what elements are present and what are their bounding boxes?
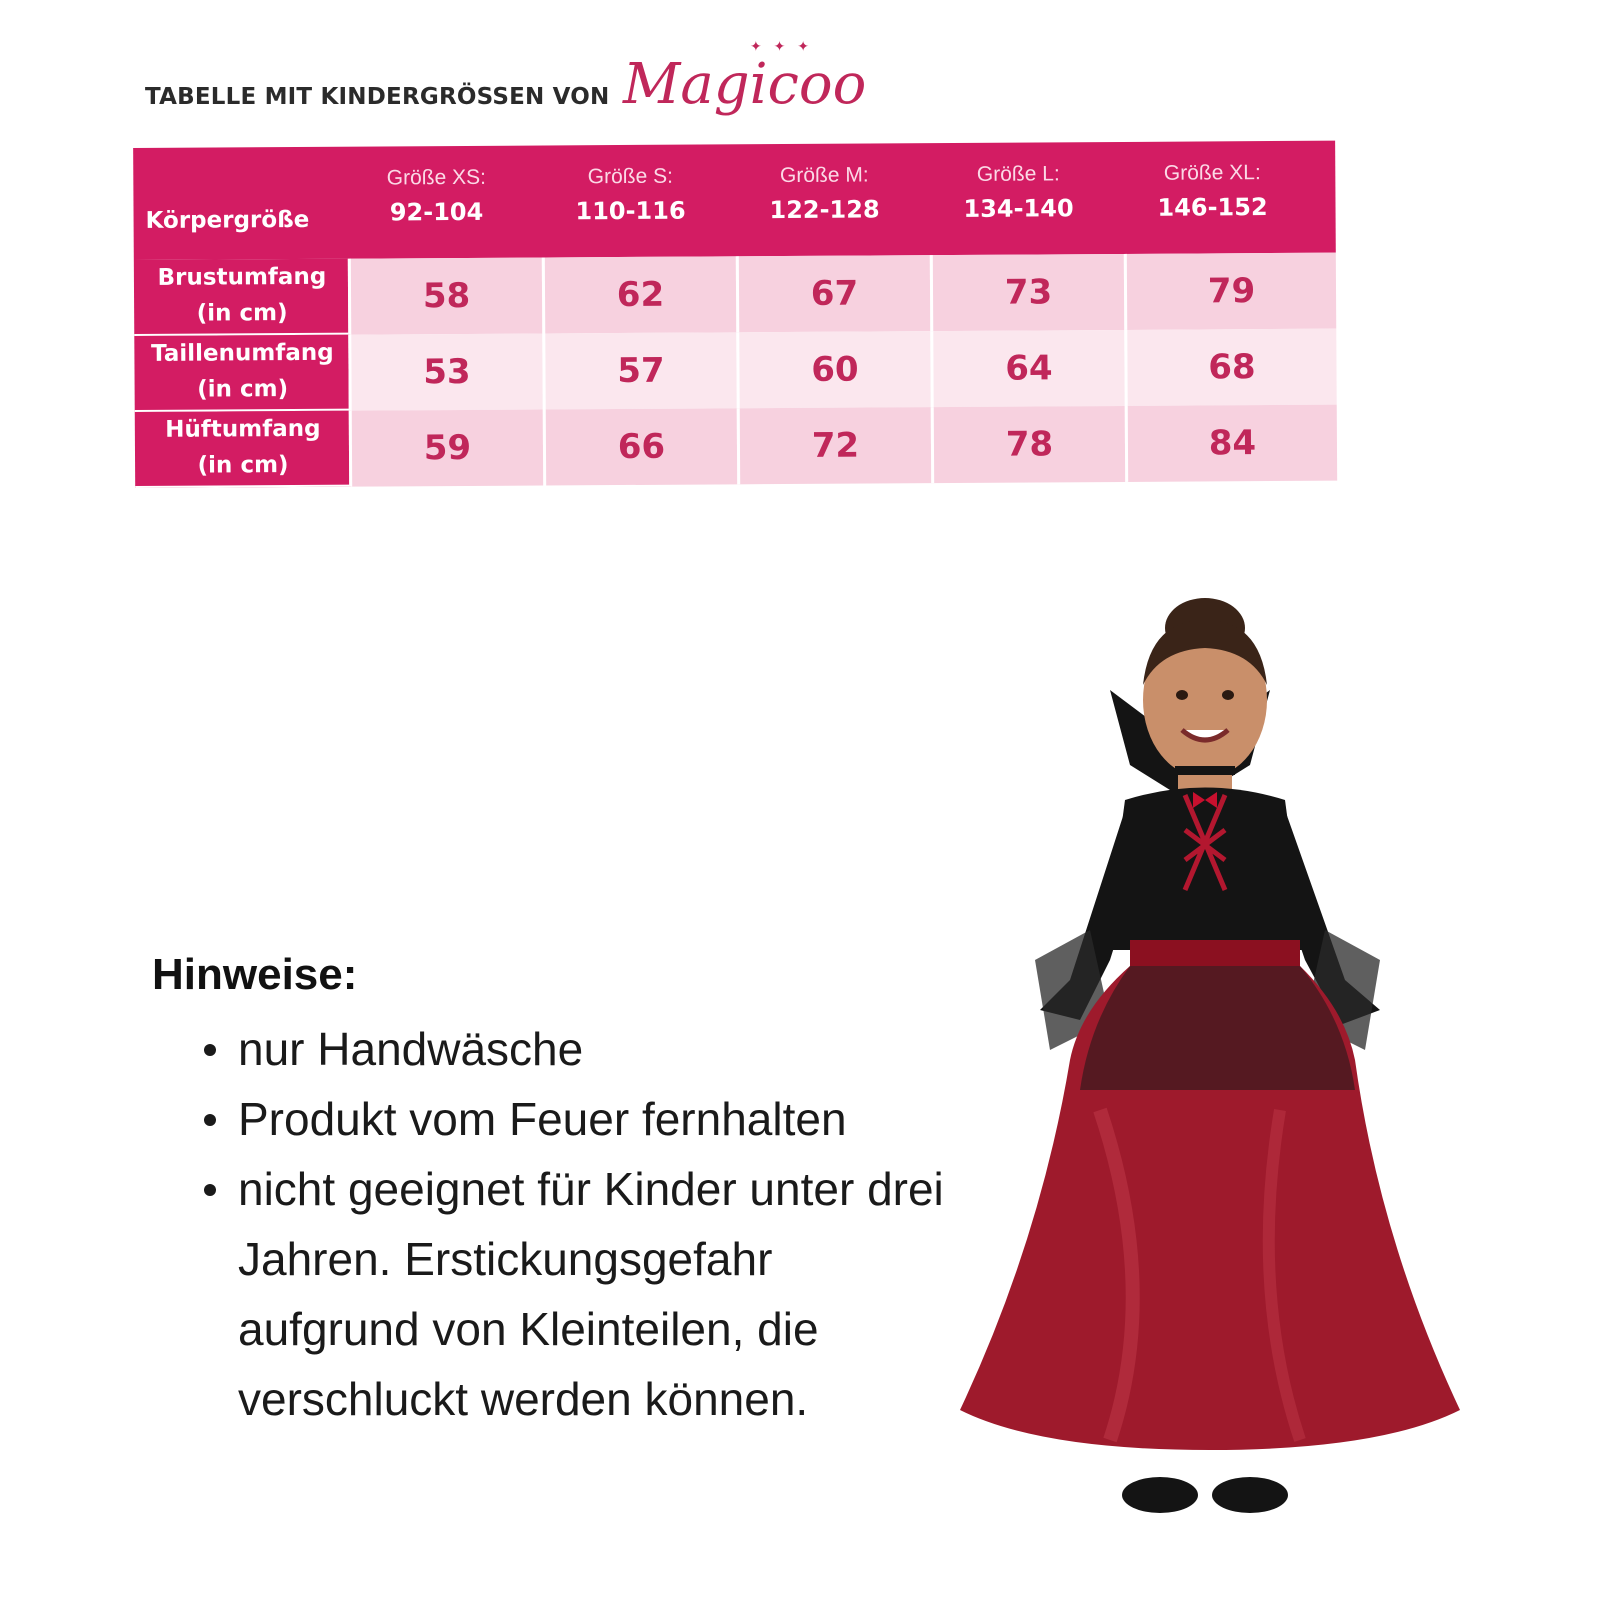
table-cell: 84 (1125, 405, 1337, 482)
list-item: nicht geeignet für Kinder unter drei Jahren. Erstickungsgefahr aufgrund von Kleinteilen, die verschluckt werden können. (238, 1154, 952, 1434)
column-size-range: 122-128 (769, 195, 880, 225)
column-size-range: 110-116 (575, 196, 686, 226)
table-header-row (133, 141, 1336, 260)
row-label-line2: (in cm) (197, 376, 289, 403)
table-cell: 73 (930, 254, 1124, 331)
table-cell: 60 (736, 331, 930, 408)
column-header-s (535, 164, 725, 225)
table-cell: 57 (542, 332, 736, 409)
table-row-hip (135, 405, 1337, 488)
table-cell: 59 (349, 410, 543, 487)
column-size-name: Größe M: (779, 163, 869, 188)
column-size-name: Größe XL: (1163, 161, 1261, 185)
list-item: nur Handwäsche (238, 1014, 952, 1084)
table-row-waist (134, 329, 1336, 412)
table-cell: 79 (1124, 253, 1336, 330)
table-cell: 78 (931, 406, 1125, 483)
row-label-line1: Hüftumfang (165, 415, 321, 443)
size-table (133, 119, 1337, 490)
column-header-m (729, 163, 919, 224)
column-header-xs (341, 166, 531, 227)
row-label-line1: Taillenumfang (151, 339, 334, 367)
column-size-range: 146-152 (1157, 193, 1268, 222)
notes-title: Hinweise: (152, 950, 358, 999)
child-vampire-costume-photo-icon (960, 590, 1480, 1580)
table-title: TABELLE MIT KINDERGRÖSSEN VON (145, 84, 610, 110)
care-notes (152, 950, 952, 1434)
column-header-xl (1117, 161, 1307, 222)
row-label-line2: (in cm) (197, 452, 289, 479)
table-cell: 53 (348, 334, 542, 411)
row-label (135, 411, 351, 488)
table-cell: 66 (543, 408, 737, 485)
column-size-range: 134-140 (963, 194, 1074, 223)
row-label (134, 259, 350, 336)
row-label-line1: Brustumfang (157, 263, 327, 291)
row-label (134, 335, 350, 412)
brand-logo: Magicoo (623, 52, 867, 117)
list-item: Produkt vom Feuer fernhalten (238, 1084, 952, 1154)
product-photo (960, 590, 1480, 1580)
table-cell: 72 (737, 407, 931, 484)
column-header-l (923, 162, 1113, 223)
column-size-name: Größe XS: (386, 165, 486, 190)
table-cell: 68 (1124, 329, 1336, 406)
notes-list (152, 1014, 952, 1434)
table-row-chest (134, 253, 1336, 336)
table-cell: 62 (542, 256, 736, 333)
logo-stars-icon: ✦ ✦ ✦ (750, 38, 813, 54)
table-cell: 58 (348, 258, 542, 335)
row-label-line2: (in cm) (196, 300, 288, 327)
table-cell: 67 (736, 255, 930, 332)
column-size-range: 92-104 (389, 197, 484, 227)
row-header-label: Körpergröße (145, 206, 310, 234)
table-cell: 64 (930, 330, 1124, 407)
column-size-name: Größe L: (976, 162, 1060, 186)
column-size-name: Größe S: (587, 164, 673, 189)
